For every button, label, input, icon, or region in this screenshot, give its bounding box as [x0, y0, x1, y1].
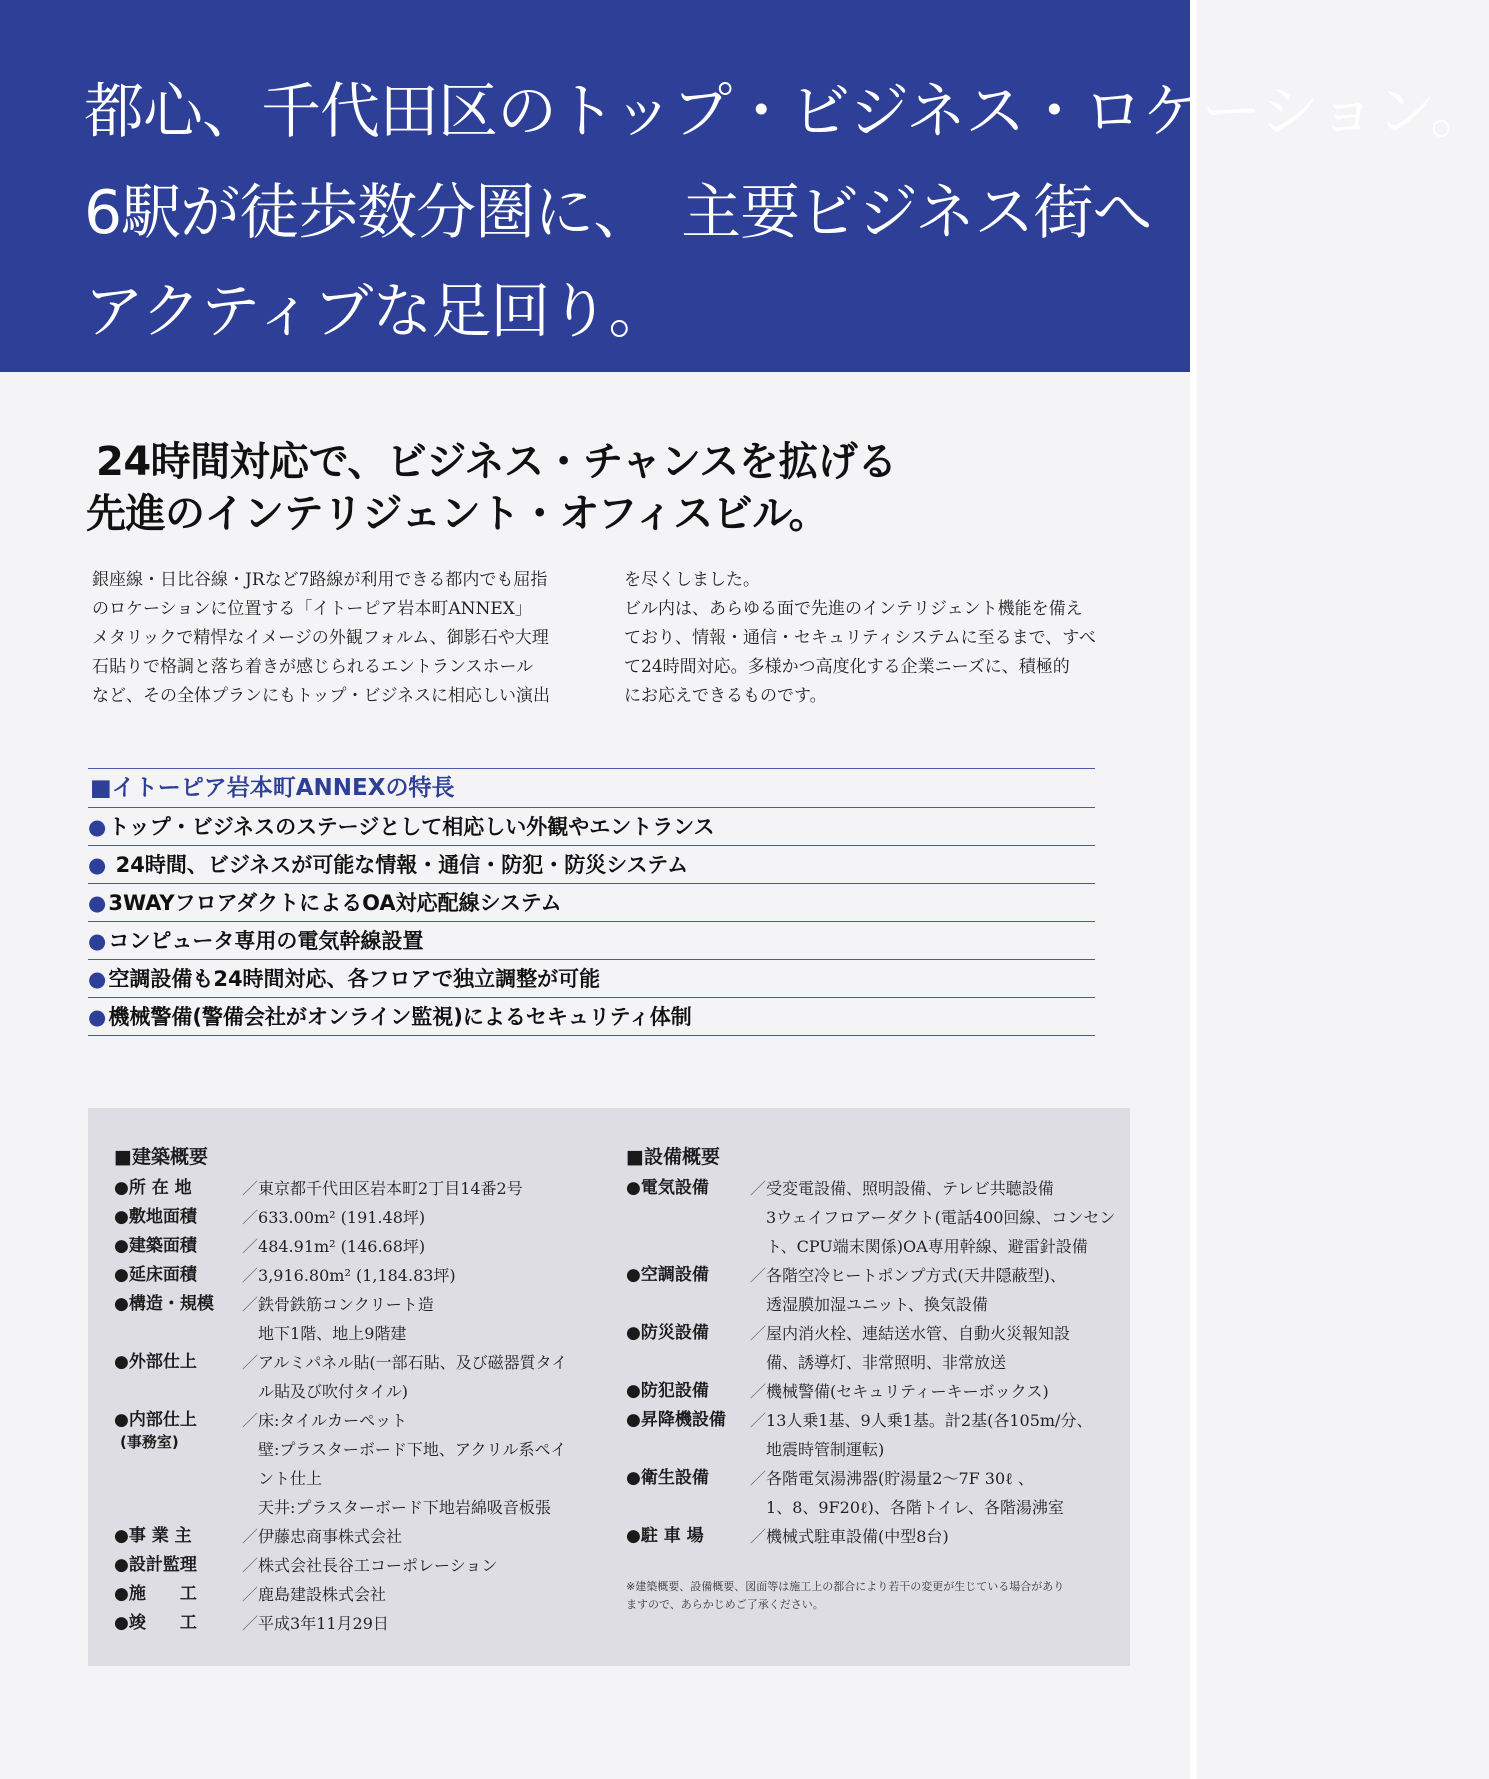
body-line: のロケーションに位置する「イトーピア岩本町ANNEX」 — [92, 599, 532, 619]
separator-slash: ／ — [750, 1266, 767, 1285]
spec-row — [114, 1203, 614, 1232]
spec-row — [114, 1609, 614, 1638]
spec-row — [626, 1377, 1126, 1406]
feature-item — [88, 808, 1095, 846]
spec-row — [626, 1464, 1126, 1522]
body-line: を尽くしました。 — [624, 570, 760, 590]
spec-label-wrap — [114, 1609, 242, 1638]
body-line: ビル内は、あらゆる面で先進のインテリジェント機能を備え — [624, 599, 1083, 619]
spec-row — [114, 1580, 614, 1609]
separator-slash: ／ — [242, 1208, 259, 1227]
spec-label: ●施 工 — [114, 1584, 197, 1604]
building-spec — [114, 1140, 614, 1638]
bullet-icon: ● — [88, 891, 107, 915]
equipment-spec-heading: ■設備概要 — [626, 1146, 720, 1168]
spec-value-line: 床:タイルカーペット — [258, 1411, 408, 1430]
spec-label: ●延床面積 — [114, 1265, 197, 1285]
hero-line-3: アクティブな足回り。 — [84, 277, 668, 347]
spec-value-line: 伊藤忠商事株式会社 — [258, 1527, 403, 1546]
spec-value — [258, 1203, 425, 1232]
spec-value-line: 3,916.80m² (1,184.83坪) — [258, 1266, 456, 1285]
spec-value-line: 地震時管制運転) — [766, 1440, 885, 1459]
headline-line-1: 24時間対応で、ビジネス・チャンスを拡げる — [96, 439, 897, 485]
spec-row — [626, 1406, 1126, 1464]
spec-label: ●防犯設備 — [626, 1381, 709, 1401]
body-text-right — [624, 566, 1096, 711]
spec-label-wrap — [626, 1377, 750, 1406]
spec-value-line: 633.00m² (191.48坪) — [258, 1208, 426, 1227]
note-line: ますので、あらかじめご了承ください。 — [626, 1598, 824, 1611]
spec-row — [626, 1522, 1126, 1551]
spec-label: ●空調設備 — [626, 1265, 709, 1285]
spec-label-wrap — [626, 1406, 750, 1464]
separator-slash: ／ — [750, 1324, 767, 1343]
spec-value — [258, 1348, 567, 1406]
spec-value-line: 鹿島建設株式会社 — [258, 1585, 387, 1604]
body-line: て24時間対応。多様かつ高度化する企業ニーズに、積極的 — [624, 657, 1070, 677]
separator-slash: ／ — [242, 1585, 259, 1604]
body-line: 銀座線・日比谷線・JRなど7路線が利用できる都内でも屈指 — [92, 570, 548, 590]
spec-value-line: 鉄骨鉄筋コンクリート造 — [258, 1295, 434, 1314]
spec-value-line: 機械警備(セキュリティーキーボックス) — [766, 1382, 1049, 1401]
separator-slash: ／ — [750, 1527, 767, 1546]
spec-row — [114, 1232, 614, 1261]
feature-item — [88, 998, 1095, 1036]
spec-label: ●竣 工 — [114, 1613, 197, 1633]
spec-value-line: 平成3年11月29日 — [258, 1614, 389, 1633]
spec-label: ●防災設備 — [626, 1323, 709, 1343]
headline-line-2: 先進のインテリジェント・オフィスビル。 — [86, 491, 829, 537]
spec-box — [88, 1108, 1130, 1666]
bullet-icon: ● — [88, 815, 107, 839]
spec-label-wrap — [626, 1261, 750, 1319]
feature-text: 空調設備も24時間対応、各フロアで独立調整が可能 — [108, 967, 601, 991]
separator-slash: ／ — [242, 1237, 259, 1256]
note-line: ※建築概要、設備概要、図面等は施工上の都合により若干の変更が生じている場合があり — [626, 1580, 1065, 1593]
spec-value — [258, 1522, 402, 1551]
spec-label: ●昇降機設備 — [626, 1410, 726, 1430]
spec-label-wrap — [114, 1290, 242, 1348]
equipment-spec-rows — [626, 1174, 1126, 1551]
feature-text: 3WAYフロアダクトによるOA対応配線システム — [108, 891, 562, 915]
feature-item — [88, 960, 1095, 998]
spec-value-line: 東京都千代田区岩本町2丁目14番2号 — [258, 1179, 523, 1198]
spec-label-wrap — [114, 1174, 242, 1203]
spec-row — [114, 1406, 614, 1522]
spec-row — [114, 1348, 614, 1406]
spec-label-wrap — [626, 1174, 750, 1261]
spec-value — [258, 1232, 425, 1261]
equipment-spec — [626, 1140, 1126, 1551]
separator-slash: ／ — [750, 1469, 767, 1488]
separator-slash: ／ — [242, 1295, 259, 1314]
building-spec-rows — [114, 1174, 614, 1638]
spec-label: ●設計監理 — [114, 1555, 197, 1575]
separator-slash: ／ — [242, 1556, 259, 1575]
spec-row — [114, 1174, 614, 1203]
body-line: にお応えできるものです。 — [624, 686, 827, 706]
disclaimer-note — [626, 1578, 1106, 1614]
separator-slash: ／ — [242, 1179, 259, 1198]
building-spec-heading: ■建築概要 — [114, 1146, 208, 1168]
spec-value — [766, 1522, 949, 1551]
spec-row — [626, 1261, 1126, 1319]
spec-value — [766, 1261, 1066, 1319]
spec-label-wrap — [114, 1551, 242, 1580]
spec-value-line: 天井:プラスターボード下地岩綿吸音板張 — [258, 1498, 551, 1517]
spec-row — [626, 1174, 1126, 1261]
spec-value — [766, 1377, 1049, 1406]
spec-row — [626, 1319, 1126, 1377]
spec-value — [258, 1406, 566, 1522]
features-list — [88, 768, 1095, 1036]
body-text-left — [92, 566, 550, 711]
spec-value-line: 各階空冷ヒートポンプ方式(天井隠蔽型)、 — [766, 1266, 1066, 1285]
spec-value — [258, 1609, 389, 1638]
feature-item — [88, 884, 1095, 922]
spec-label: ●敷地面積 — [114, 1207, 197, 1227]
body-line: 石貼りで格調と落ち着きが感じられるエントランスホール — [92, 657, 534, 677]
bullet-icon: ● — [88, 929, 107, 953]
features-title: ■イトーピア岩本町ANNEXの特長 — [88, 768, 1095, 808]
feature-text: 機械警備(警備会社がオンライン監視)によるセキュリティ体制 — [108, 1005, 692, 1029]
spec-label-wrap — [626, 1464, 750, 1522]
spec-label-wrap — [114, 1203, 242, 1232]
spec-value — [258, 1261, 456, 1290]
spec-label-wrap — [114, 1580, 242, 1609]
feature-item — [88, 922, 1095, 960]
spec-label: ●建築面積 — [114, 1236, 197, 1256]
spec-value-line: ント仕上 — [258, 1469, 323, 1488]
spec-label: ●内部仕上 — [114, 1410, 197, 1430]
spec-row — [114, 1551, 614, 1580]
separator-slash: ／ — [750, 1179, 767, 1198]
spec-row — [114, 1290, 614, 1348]
body-line: メタリックで精悍なイメージの外観フォルム、御影石や大理 — [92, 628, 549, 648]
bullet-icon: ● — [88, 1005, 107, 1029]
spec-row — [114, 1261, 614, 1290]
spec-value-line: ト、CPU端末関係)OA専用幹線、避雷針設備 — [766, 1237, 1088, 1256]
spec-row — [114, 1522, 614, 1551]
spec-value-line: ル貼及び吹付タイル) — [258, 1382, 408, 1401]
spec-label: ●構造・規模 — [114, 1294, 214, 1314]
bullet-icon: ● — [88, 853, 107, 877]
spec-label: ●電気設備 — [626, 1178, 709, 1198]
separator-slash: ／ — [242, 1266, 259, 1285]
body-line: など、その全体プランにもトップ・ビジネスに相応しい演出 — [92, 686, 550, 706]
spec-label-wrap — [114, 1348, 242, 1406]
separator-slash: ／ — [750, 1411, 767, 1430]
spec-label: ●駐 車 場 — [626, 1526, 704, 1546]
spec-value — [258, 1580, 386, 1609]
spec-value — [258, 1290, 434, 1348]
spec-sublabel: (事務室) — [120, 1433, 179, 1451]
separator-slash: ／ — [750, 1382, 767, 1401]
spec-value — [766, 1174, 1115, 1261]
separator-slash: ／ — [242, 1353, 259, 1372]
spec-label: ●事 業 主 — [114, 1526, 192, 1546]
spec-value-line: 3ウェイフロアーダクト(電話400回線、コンセン — [766, 1208, 1116, 1227]
page-edge — [1190, 0, 1197, 1779]
feature-text: 24時間、ビジネスが可能な情報・通信・防犯・防災システム — [108, 853, 689, 877]
spec-value-line: 受変電設備、照明設備、テレビ共聴設備 — [766, 1179, 1054, 1198]
spec-value-line: 13人乗1基、9人乗1基。計2基(各105m/分、 — [766, 1411, 1093, 1430]
feature-item — [88, 846, 1095, 884]
spec-label-wrap — [114, 1232, 242, 1261]
spec-value-line: 株式会社長谷工コーポレーション — [258, 1556, 498, 1575]
spec-label-wrap — [114, 1406, 242, 1522]
spec-value-line: 地下1階、地上9階建 — [258, 1324, 407, 1343]
spec-label: ●所 在 地 — [114, 1178, 192, 1198]
spec-value-line: 屋内消火栓、連結送水管、自動火災報知設 — [766, 1324, 1071, 1343]
hero-line-1: 都心、千代田区のトップ・ビジネス・ロケーション。 — [84, 77, 1489, 147]
spec-value — [766, 1464, 1064, 1522]
spec-label-wrap — [626, 1319, 750, 1377]
spec-value — [766, 1319, 1070, 1377]
spec-value — [258, 1551, 497, 1580]
separator-slash: ／ — [242, 1411, 259, 1430]
bullet-icon: ● — [88, 967, 107, 991]
spec-value-line: 機械式駐車設備(中型8台) — [766, 1527, 949, 1546]
spec-label: ●外部仕上 — [114, 1352, 197, 1372]
spec-label-wrap — [114, 1261, 242, 1290]
body-line: ており、情報・通信・セキュリティシステムに至るまで、すべ — [624, 628, 1096, 648]
spec-value-line: 各階電気湯沸器(貯湯量2〜7F 30ℓ 、 — [766, 1469, 1034, 1488]
spec-label-wrap — [626, 1522, 750, 1551]
separator-slash: ／ — [242, 1614, 259, 1633]
spec-value-line: 壁:プラスターボード下地、アクリル系ペイ — [258, 1440, 567, 1459]
spec-value-line: 1、8、9F20ℓ)、各階トイレ、各階湯沸室 — [766, 1498, 1064, 1517]
spec-value — [258, 1174, 523, 1203]
spec-value-line: 備、誘導灯、非常照明、非常放送 — [766, 1353, 1007, 1372]
hero-banner — [0, 0, 1489, 372]
spec-value-line: 透湿膜加湿ユニット、換気設備 — [766, 1295, 988, 1314]
spec-value-line: 484.91m² (146.68坪) — [258, 1237, 426, 1256]
spec-value-line: アルミパネル貼(一部石貼、及び磁器質タイ — [258, 1353, 568, 1372]
spec-label: ●衛生設備 — [626, 1468, 709, 1488]
spec-label-wrap — [114, 1522, 242, 1551]
spec-value — [766, 1406, 1092, 1464]
separator-slash: ／ — [242, 1527, 259, 1546]
hero-line-2: 6駅が徒歩数分圏に、 主要ビジネス街へ — [84, 178, 1152, 248]
feature-text: コンピュータ専用の電気幹線設置 — [108, 929, 424, 953]
feature-text: トップ・ビジネスのステージとして相応しい外観やエントランス — [108, 815, 715, 839]
